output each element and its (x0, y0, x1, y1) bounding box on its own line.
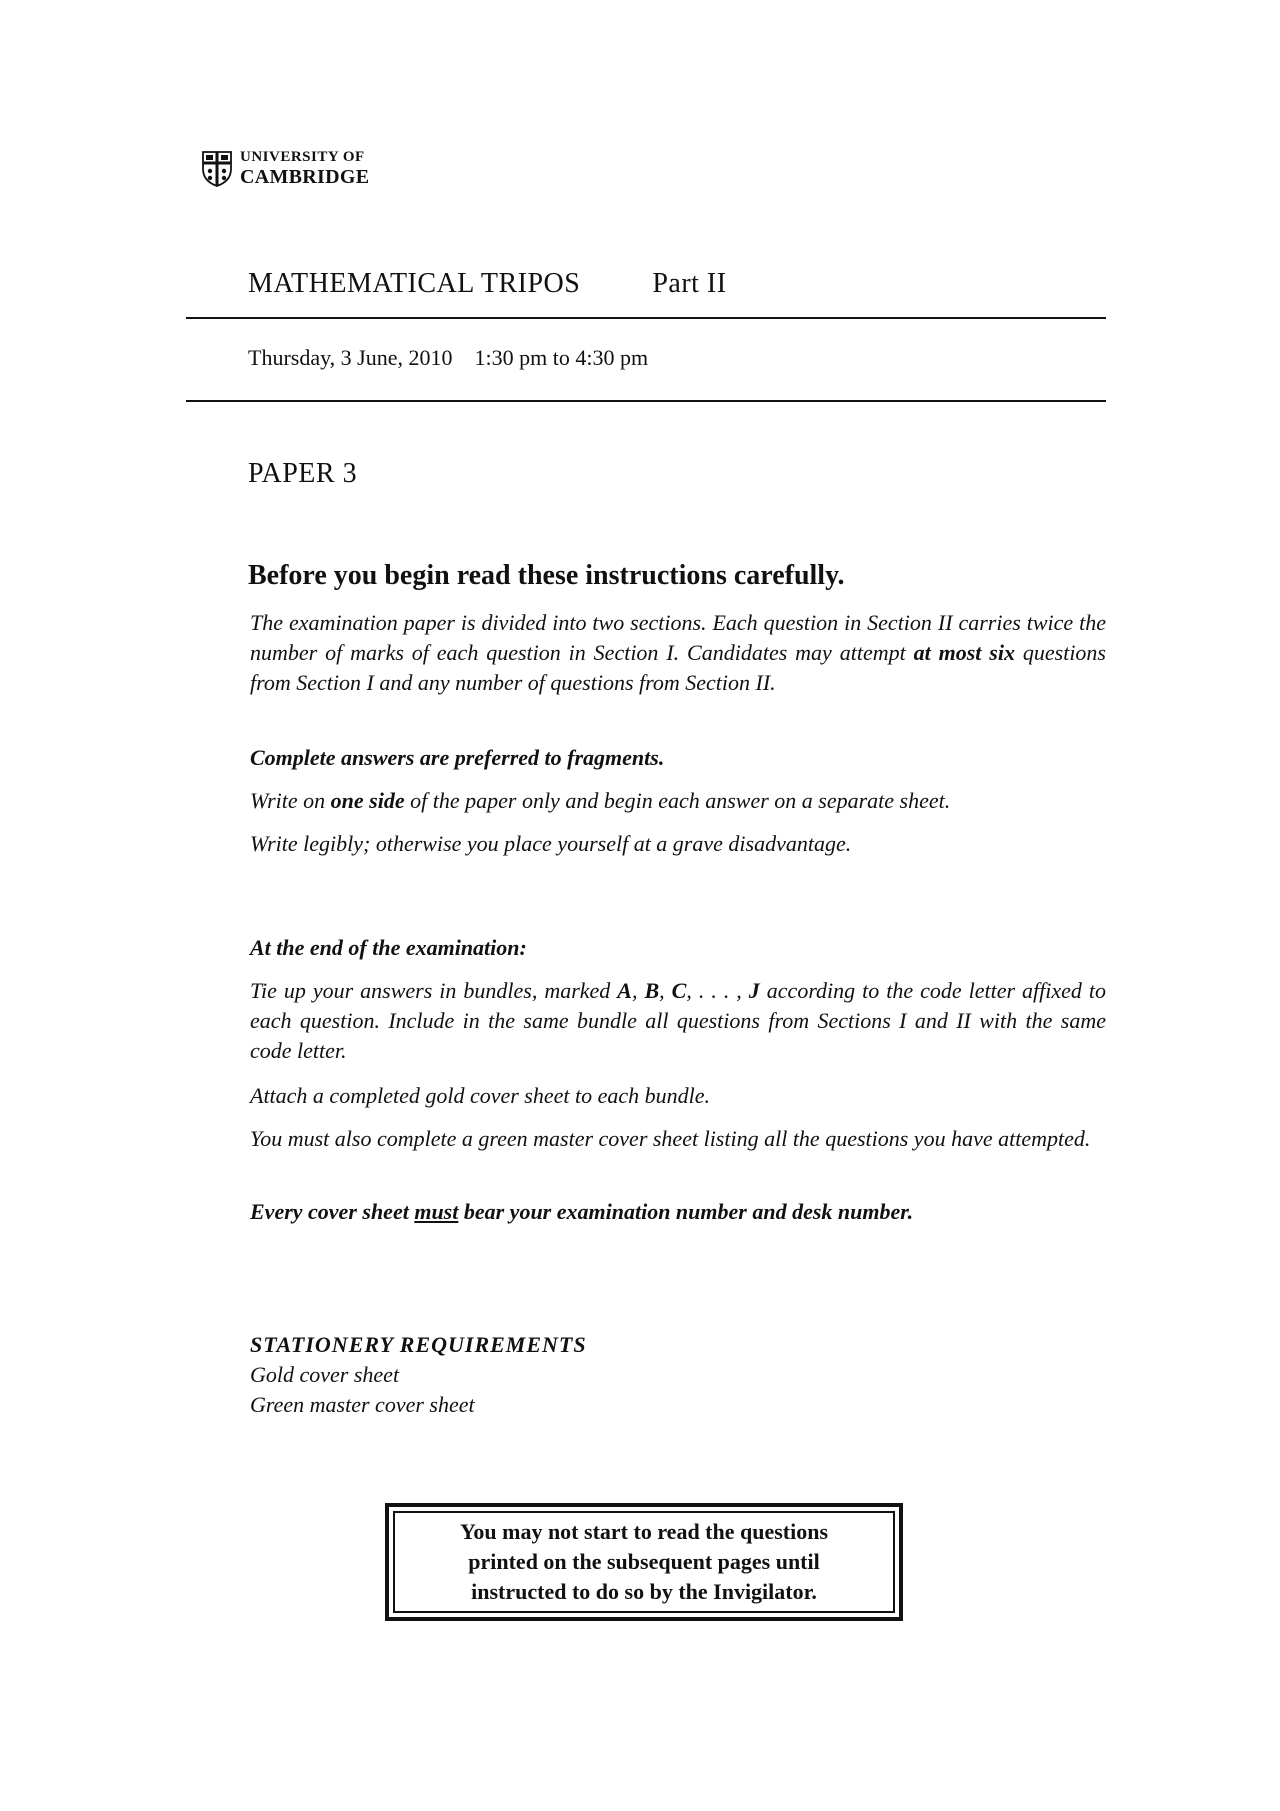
notice-line: instructed to do so by the Invigilator. (471, 1579, 817, 1604)
instr-text: The examination paper is divided into two sections. Each question in Section II carries twice the number of marks of each question in Section I. Candidates may attempt (250, 610, 1106, 665)
instr-emphasis-at-most-six: at most six (913, 640, 1015, 665)
instr-text: questions from Section I and any number of questions from Section II. (250, 640, 1106, 695)
university-crest-icon (202, 151, 232, 187)
end-bundles-paragraph (250, 976, 1106, 1066)
stationery-item: Green master cover sheet (250, 1392, 475, 1417)
logo-line-2: CAMBRIDGE (240, 166, 370, 188)
end-text: Every cover sheet (250, 1199, 415, 1224)
end-text: bear your examination number and desk number. (458, 1199, 914, 1224)
exam-part: Part II (652, 268, 727, 299)
end-text: , (631, 978, 645, 1003)
instructions-one-side (250, 786, 1106, 816)
exam-title: MATHEMATICAL TRIPOS (248, 268, 581, 299)
stationery-item: Gold cover sheet (250, 1362, 400, 1387)
instr-text: Write on (250, 788, 331, 813)
stationery-heading: STATIONERY REQUIREMENTS (250, 1332, 587, 1357)
exam-time: 1:30 pm to 4:30 pm (474, 345, 649, 370)
code-letter-a: A (617, 978, 632, 1003)
notice-line: You may not start to read the questions (459, 1519, 829, 1544)
top-divider (186, 317, 1106, 319)
instr-emphasis-one-side: one side (330, 788, 405, 813)
end-text: according to the code letter affixed to each question. Include in the same bundle all questions from Sections I and II with the same code letter. (250, 978, 1107, 1063)
end-heading: At the end of the examination: (250, 935, 527, 960)
end-emphasis-must: must (414, 1199, 459, 1224)
code-letter-b: B (644, 978, 660, 1003)
exam-title-row (248, 268, 727, 300)
invigilator-notice-box (385, 1503, 903, 1621)
paper-number: PAPER 3 (248, 458, 358, 489)
code-letter-c: C (671, 978, 687, 1003)
end-cover-sheet-warning (250, 1197, 1106, 1227)
stationery-requirements (250, 1330, 587, 1420)
end-gold-cover: Attach a completed gold cover sheet to each bundle. (250, 1083, 711, 1108)
end-text: , (659, 978, 672, 1003)
exam-date: Thursday, 3 June, 2010 (248, 345, 453, 370)
university-logo (202, 150, 369, 187)
logo-line-1: UNIVERSITY OF (240, 149, 365, 165)
code-letter-j: J (748, 978, 760, 1003)
end-text: , . . . , (686, 978, 749, 1003)
end-text: Tie up your answers in bundles, marked (250, 978, 618, 1003)
bottom-divider (186, 400, 1106, 402)
notice-line: printed on the subsequent pages until (468, 1549, 820, 1574)
instructions-legibly: Write legibly; otherwise you place yourself at a grave disadvantage. (250, 831, 852, 856)
end-green-master: You must also complete a green master cover sheet listing all the questions you have attempted. (250, 1126, 1091, 1151)
instructions-paragraph-sections (250, 608, 1106, 698)
instructions-complete-answers: Complete answers are preferred to fragments. (250, 745, 665, 770)
instructions-heading: Before you begin read these instructions carefully. (248, 560, 845, 591)
instr-text: of the paper only and begin each answer on a separate sheet. (404, 788, 951, 813)
exam-dateline (248, 345, 648, 371)
